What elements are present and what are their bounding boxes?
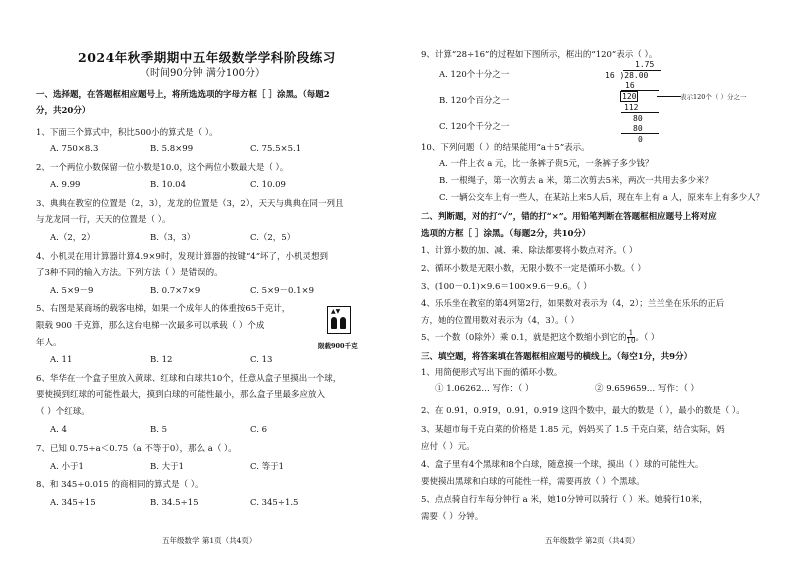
question-3-cont: 与龙龙同一行，天天的位置是（ ）。 bbox=[36, 215, 171, 225]
question-7: 7、已知 0.75÷a＜0.75（a 不等于0），那么 a（ ）。 bbox=[36, 444, 237, 454]
q8-option-b: B. 34.5÷15 bbox=[150, 498, 199, 508]
division-quotient: 1.75 bbox=[635, 60, 655, 69]
q2-option-b: B. 10.04 bbox=[150, 180, 186, 190]
question-6-cont2: （ ）个红球。 bbox=[36, 407, 90, 417]
q4-option-b: B. 0.7×7×9 bbox=[150, 286, 201, 296]
q4-option-a: A. 5×9－9 bbox=[50, 286, 94, 296]
right-footer: 五年级数学 第2页（共4页） bbox=[545, 536, 640, 545]
division-boxed-120: 120 bbox=[622, 92, 637, 101]
exam-subtitle: （时间90分钟 满分100分） bbox=[140, 68, 265, 79]
question-5: 5、右图是某商场的载客电梯，如果一个成年人的体重按65千克计， bbox=[36, 304, 291, 314]
q1-option-a: A. 750×8.3 bbox=[50, 144, 99, 154]
question-6-cont: 要使摸到红球的可能性最大，摸到白球的可能性最小，那么盒子里最多应放入 bbox=[36, 390, 326, 400]
question-8: 8、和 345÷0.015 的商相同的算式是（ ）。 bbox=[36, 480, 204, 490]
q3-option-c: C.（2，5） bbox=[250, 233, 296, 243]
q7-option-b: B. 大于1 bbox=[150, 462, 185, 472]
judge-4-cont: 方，她的位置用数对表示为（4，3）。（ ） bbox=[421, 316, 580, 326]
q10-option-b: B. 一根绳子，第一次剪去 a 米，第二次剪去5米，两次一共用去多少米？ bbox=[439, 176, 714, 186]
judge-5: 5、一个数（0除外）乘 0.1，就是把这个数缩小到它的 $\frac{1}{10}$ 。（ ） bbox=[421, 329, 660, 345]
section-1-heading: 一、选择题，在答题框相应题号上，将所选选项的字母方框［ ］涂黑。（每题2 bbox=[36, 90, 330, 100]
q6-option-a: A. 4 bbox=[50, 425, 67, 435]
division-step-1: 16 bbox=[625, 81, 635, 90]
q1-option-b: B. 5.8×99 bbox=[150, 144, 194, 154]
question-4-cont: 了3种不同的输入方法。下列方法（ ）是错误的。 bbox=[36, 268, 223, 278]
judge-1: 1、计算小数的加、减、乘、除法都要将小数点对齐。（ ） bbox=[421, 246, 638, 256]
q8-option-a: A. 345÷15 bbox=[50, 498, 96, 508]
q3-option-a: A.（2，2） bbox=[50, 233, 96, 243]
question-2: 2、一个两位小数保留一位小数是10.0，这个两位小数最大是（ ）。 bbox=[36, 163, 289, 173]
q7-option-c: C. 等于1 bbox=[250, 462, 285, 472]
question-3: 3、典典在教室的位置是（2，3），龙龙的位置是（3，2），天天与典典在同一列且 bbox=[36, 199, 344, 209]
fill-1-part-a: ① 1.06262… 写作：（ ） bbox=[435, 384, 534, 394]
q6-option-c: C. 6 bbox=[250, 425, 268, 435]
q1-option-c: C. 75.5×5.1 bbox=[250, 144, 302, 154]
section-2-heading: 二、判断题，对的打“✓”，错的打“×”。用铅笔判断在答题框相应题号上将对应 bbox=[421, 212, 717, 222]
judge-2: 2、循环小数是无限小数，无限小数不一定是循环小数。（ ） bbox=[421, 264, 646, 274]
fill-1-part-b: ② 9.659659… 写作：（ ） bbox=[595, 384, 699, 394]
elevator-caption: 限载900千克 bbox=[318, 342, 358, 350]
judge-4: 4、乐乐坐在教室的第4列第2行，如果数对表示为（4，2）；兰兰坐在乐乐的正后 bbox=[421, 299, 725, 309]
q10-option-a: A. 一件上衣 a 元，比一条裤子贵5元，一条裤子多少钱？ bbox=[439, 159, 654, 169]
q9-option-b: B. 120个百分之一 bbox=[439, 96, 510, 106]
question-6: 6、华华在一个盒子里放入黄球、红球和白球共10个，任意从盒子里摸出一个球， bbox=[36, 374, 342, 384]
division-note: 表示120个（ ）分之一 bbox=[680, 93, 747, 101]
fill-4-cont: 要使摸出黑球和白球的可能性一样，需要再放（ ）个黑球。 bbox=[421, 477, 645, 487]
section-1-heading-cont: 分，共20分） bbox=[36, 106, 91, 116]
q5-option-c: C. 13 bbox=[250, 355, 273, 365]
q7-option-a: A. 小于1 bbox=[50, 462, 84, 472]
fill-3: 3、某超市每千克白菜的价格是 1.85 元，妈妈买了 1.5 千克白菜，结合实际，妈 bbox=[421, 425, 725, 435]
fill-5-cont: 需要（ ）分钟。 bbox=[421, 512, 484, 522]
question-10: 10、下列问题（ ）的结果能用“a＋5”表示。 bbox=[421, 143, 590, 153]
q6-option-b: B. 5 bbox=[150, 425, 168, 435]
judge-3: 3、(100－0.1)×9.6＝100×9.6－9.6。（ ） bbox=[421, 282, 592, 292]
division-step-2: 112 bbox=[624, 103, 639, 112]
left-footer: 五年级数学 第1页（共4页） bbox=[162, 536, 257, 545]
division-step-4: 80 bbox=[633, 124, 643, 133]
q9-option-c: C. 120个千分之一 bbox=[439, 122, 510, 132]
fill-4: 4、盒子里有4个黑球和8个白球，随意摸一个球，摸出（ ）球的可能性大。 bbox=[421, 460, 704, 470]
q8-option-c: C. 345÷1.5 bbox=[250, 498, 299, 508]
fraction-one-tenth: $\frac{1}{10}$ bbox=[626, 329, 636, 345]
section-3-heading: 三、填空题，将答案填在答题框相应题号的横线上。（每空1分，共9分） bbox=[421, 352, 693, 362]
q9-option-a: A. 120个十分之一 bbox=[439, 70, 510, 80]
question-5-cont2: 年人。 bbox=[36, 338, 62, 348]
division-step-3: 80 bbox=[633, 114, 643, 123]
q10-option-c: C. 一辆公交车上有一些人，在某站上来5人后，现在车上有 a 人，原来车上有多少人？ bbox=[439, 193, 764, 203]
q2-option-c: C. 10.09 bbox=[250, 180, 286, 190]
question-9: 9、计算“28÷16”的过程如下图所示，框出的“120”表示（ ）。 bbox=[421, 50, 658, 60]
fill-2: 2、在 0.9̇1，0.91̇9，0.9̇1，0.91̇9 这四个数中，最大的数是（ ），最小的数是（ ）。 bbox=[421, 406, 745, 416]
question-4: 4、小机灵在用计算器计算4.9×9时，发现计算器的按键“4”坏了，小机灵想到 bbox=[36, 252, 329, 262]
q2-option-a: A. 9.99 bbox=[50, 180, 81, 190]
q5-option-b: B. 12 bbox=[150, 355, 173, 365]
division-remainder: 0 bbox=[638, 135, 643, 144]
exam-title: 2024年秋季期期中五年级数学学科阶段练习 bbox=[78, 50, 336, 65]
q3-option-b: B.（3，3） bbox=[150, 233, 196, 243]
fill-1: 1、用简便形式写出下面的循环小数。 bbox=[421, 368, 563, 378]
elevator-icon: ▲▼ bbox=[327, 306, 351, 334]
question-5-cont: 限载 900 千克算，那么这台电梯一次最多可以承载（ ）个成 bbox=[36, 321, 265, 331]
section-2-heading-cont: 选项的方框［ ］涂黑。（每题2分，共10分） bbox=[421, 229, 591, 239]
division-dividend: 16 )28.00 bbox=[605, 71, 649, 80]
question-1: 1、下面三个算式中，积比500小的算式是（ ）。 bbox=[36, 128, 218, 138]
fill-3-cont: 应付（ ）元。 bbox=[421, 442, 475, 452]
q5-option-a: A. 11 bbox=[50, 355, 73, 365]
q4-option-c: C. 5×9－0.1×9 bbox=[250, 286, 315, 296]
fill-5: 5、点点骑自行车每分钟行 a 米，她10分钟可以骑行（ ）米。她骑行10米， bbox=[421, 495, 708, 505]
